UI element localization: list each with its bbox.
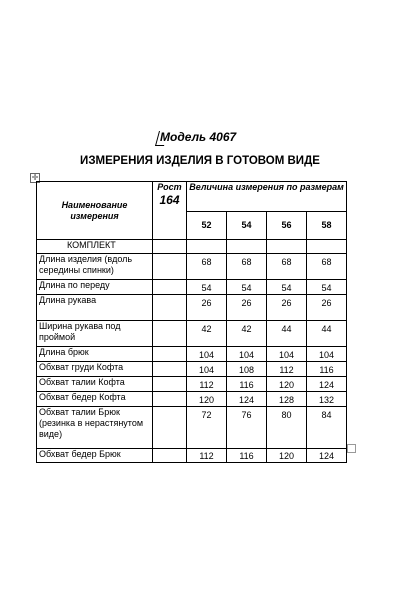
row-value: 104	[187, 362, 227, 377]
row-rost-cell	[153, 280, 187, 295]
header-size: 58	[307, 212, 347, 240]
row-name: Длина рукава	[37, 295, 153, 321]
row-rost-cell	[153, 392, 187, 407]
table-row	[37, 407, 347, 449]
section-label: КОМПЛЕКТ	[37, 240, 153, 254]
row-value: 26	[267, 295, 307, 321]
row-value: 80	[267, 407, 307, 449]
row-name: Длина брюк	[37, 347, 153, 362]
table-row	[37, 392, 347, 407]
row-value: 112	[187, 377, 227, 392]
row-value: 68	[267, 254, 307, 280]
row-rost-cell	[153, 377, 187, 392]
page-title: ИЗМЕРЕНИЯ ИЗДЕЛИЯ В ГОТОВОМ ВИДЕ	[80, 155, 320, 167]
row-value: 104	[187, 347, 227, 362]
row-rost-cell	[153, 449, 187, 463]
row-value: 116	[227, 377, 267, 392]
row-name: Обхват талии Кофта	[37, 377, 153, 392]
row-value: 68	[227, 254, 267, 280]
row-value: 84	[307, 407, 347, 449]
row-value: 42	[187, 321, 227, 347]
row-name: Обхват бедер Брюк	[37, 449, 153, 463]
row-value: 54	[187, 280, 227, 295]
table-row	[37, 377, 347, 392]
row-value: 26	[307, 295, 347, 321]
row-value: 104	[307, 347, 347, 362]
row-value: 120	[187, 392, 227, 407]
row-value: 116	[227, 449, 267, 463]
row-name: Обхват бедер Кофта	[37, 392, 153, 407]
header-size: 56	[267, 212, 307, 240]
row-rost-cell	[153, 362, 187, 377]
table-row	[37, 449, 347, 463]
table-row	[37, 362, 347, 377]
header-name-column: Наименование измерения	[37, 182, 153, 240]
row-value: 72	[187, 407, 227, 449]
row-value: 68	[187, 254, 227, 280]
measurements-table	[36, 181, 347, 463]
row-value: 132	[307, 392, 347, 407]
section-row	[37, 240, 347, 254]
table-row	[37, 254, 347, 280]
row-rost-cell	[153, 407, 187, 449]
row-value: 54	[227, 280, 267, 295]
header-size: 54	[227, 212, 267, 240]
row-value: 54	[267, 280, 307, 295]
row-value: 68	[307, 254, 347, 280]
row-value: 26	[187, 295, 227, 321]
table-row	[37, 347, 347, 362]
row-name: Обхват талии Брюк (резинка в нерастянутом виде)	[37, 407, 153, 449]
row-value: 124	[307, 449, 347, 463]
row-value: 120	[267, 449, 307, 463]
table-row	[37, 321, 347, 347]
table-row	[37, 280, 347, 295]
row-value: 54	[307, 280, 347, 295]
row-name: Обхват груди Кофта	[37, 362, 153, 377]
table-resize-handle[interactable]	[347, 444, 356, 453]
header-size: 52	[187, 212, 227, 240]
model-title: Модель 4067	[160, 130, 237, 144]
table-move-handle-icon[interactable]: ✛	[31, 173, 39, 182]
row-value: 44	[267, 321, 307, 347]
row-value: 104	[267, 347, 307, 362]
row-value: 128	[267, 392, 307, 407]
row-rost-cell	[153, 254, 187, 280]
row-value: 112	[267, 362, 307, 377]
row-value: 112	[187, 449, 227, 463]
row-rost-cell	[153, 321, 187, 347]
row-value: 42	[227, 321, 267, 347]
row-value: 104	[227, 347, 267, 362]
table-row	[37, 295, 347, 321]
row-rost-cell	[153, 347, 187, 362]
header-rost-value: 164	[159, 193, 180, 207]
row-name: Длина изделия (вдоль середины спинки)	[37, 254, 153, 280]
row-value: 44	[307, 321, 347, 347]
row-rost-cell	[153, 295, 187, 321]
row-name: Длина по переду	[37, 280, 153, 295]
row-name: Ширина рукава под проймой	[37, 321, 153, 347]
header-size-span: Величина измерения по размерам	[187, 182, 347, 212]
row-value: 76	[227, 407, 267, 449]
header-rost	[153, 182, 187, 240]
row-value: 124	[227, 392, 267, 407]
row-value: 108	[227, 362, 267, 377]
row-value: 116	[307, 362, 347, 377]
row-value: 26	[227, 295, 267, 321]
header-rost-label: Рост	[157, 182, 182, 192]
row-value: 120	[267, 377, 307, 392]
row-value: 124	[307, 377, 347, 392]
